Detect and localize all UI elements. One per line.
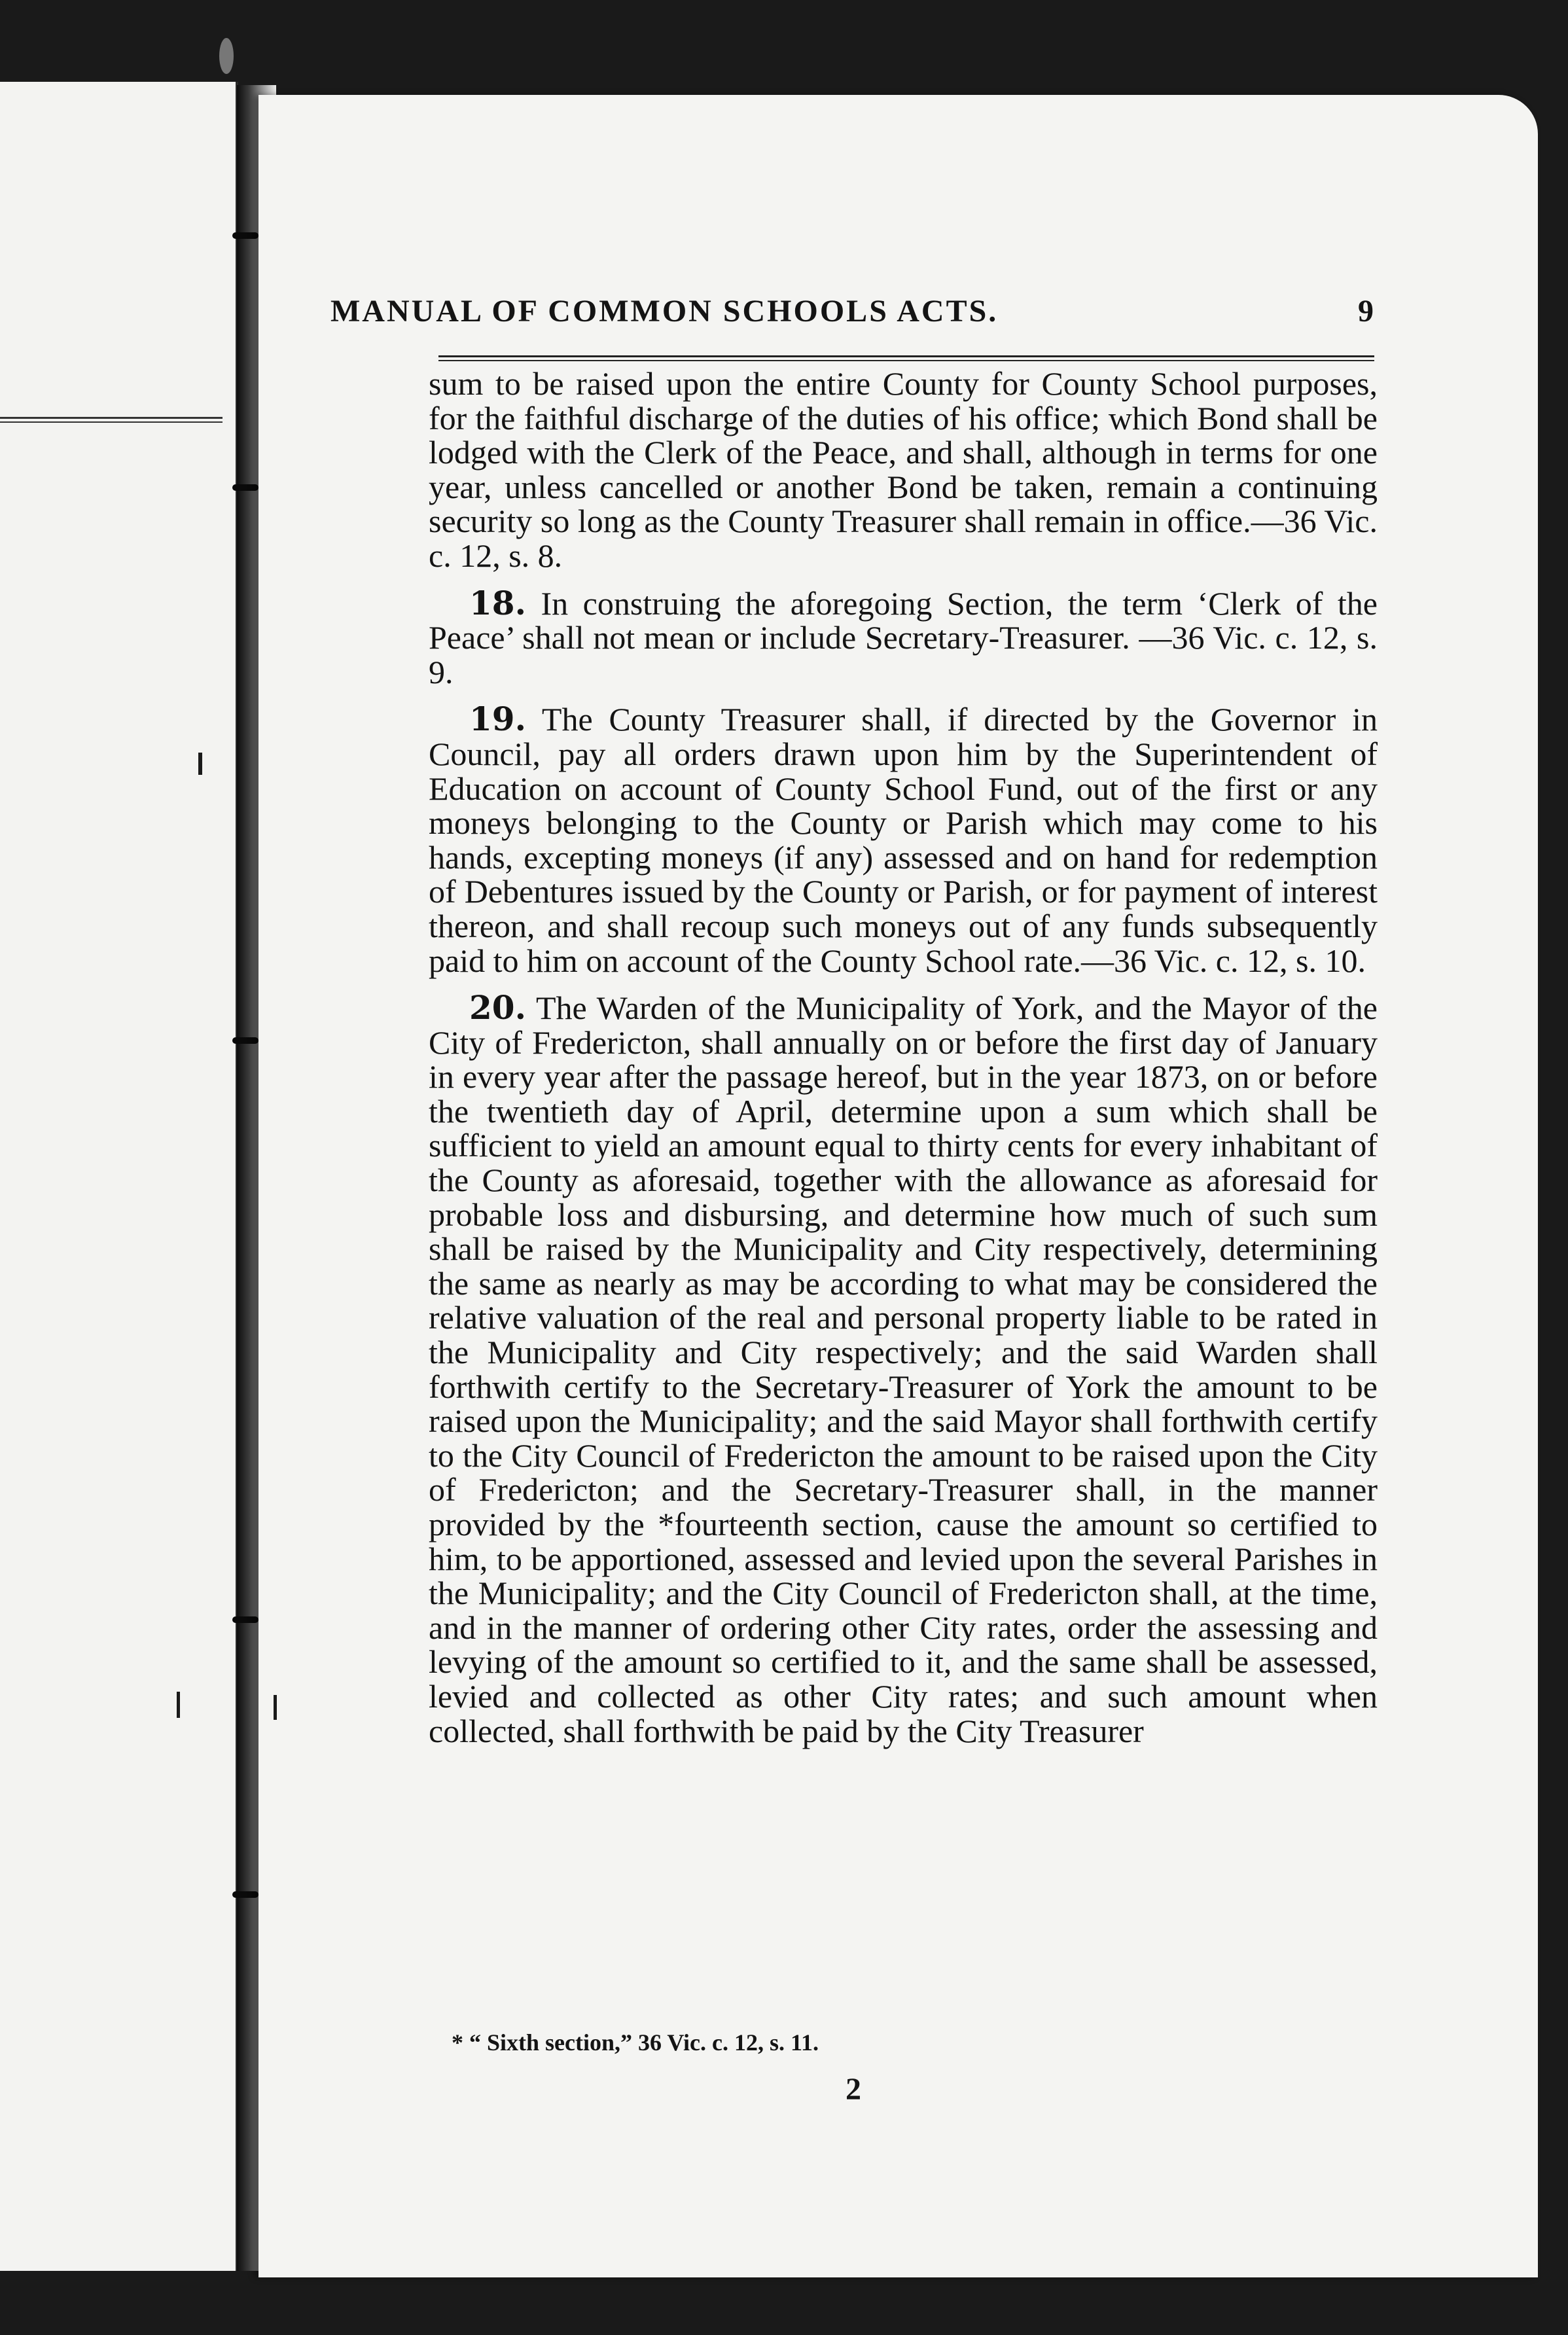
page-body <box>429 366 1378 1748</box>
section-18 <box>429 583 1378 690</box>
paragraph-text: sum to be raised upon the entire County for County School purposes, for the faithful discharge of the duties of his office; which Bond shall be lodged with the Clerk of the Peace, and shall, although in terms for one year, unless cancelled or another Bond be taken, remain a continuing security so long as the County Treasurer shall remain in office.—36 Vic. c. 12, s. 8. <box>429 365 1378 574</box>
page-number: 9 <box>1358 294 1376 329</box>
paragraph-continued <box>429 366 1378 573</box>
section-number: 20. <box>469 988 526 1027</box>
signature-mark: 2 <box>846 2072 861 2107</box>
scan-artifact <box>219 38 234 74</box>
section-number: 19. <box>469 700 526 739</box>
paragraph-text: The County Treasurer shall, if directed by the Governor in Council, pay all orders drawn upon him by the Superintendent of Education on account of County School Fund, out of the first or any moneys belonging to the County or Parish which may come to his hands, excepting moneys (if any) assessed and on hand for redemption of Debentures issued by the County or Parish, or for payment of interest thereon, and shall recoup such moneys out of any funds subsequently paid to him on account of the County School rate.—36 Vic. c. 12, s. 10. <box>429 701 1378 979</box>
footnote: * “ Sixth section,” 36 Vic. c. 12, s. 11. <box>452 2029 819 2056</box>
binding-thread <box>232 232 258 239</box>
section-19 <box>429 702 1378 978</box>
paragraph-text: The Warden of the Municipality of York, and the Mayor of the City of Fredericton, shall annually on or before the first day of January in every year after the passage hereof, but in the year 1873, on or before the twentieth day of April, determine upon a sum which shall be sufficient to yield an amount equal to thirty cents for every inhabitant of the County as aforesaid, together with the allowance as aforesaid for probable loss and disbursing, and determine how much of such sum shall be raised by the Municipality and City respectively, determining the same as nearly as may be according to what may be considered the relative valuation of the real and personal property liable to be rated in the Municipality and City respectively; and the said Warden shall forthwith certify to the Secretary-Treasurer of York the amount to be raised upon the Municipality; and the said Mayor shall forthwith certify to the City Council of Fredericton the amount to be raised upon the City of Fredericton; and the Secretary-Treasurer shall, in the manner provided by the *fourteenth section, cause the amount so certified to him, to be apportioned, assessed and levied upon the several Parishes in the Municipality; and the City Council of Fredericton shall, at the time, and in the manner of ordering other City rates, order the assessing and levying of the amount so certified to it, and the same shall be assessed, levied and collected as other City rates; and such amount when collected, shall forthwith be paid by the City Treasurer <box>429 989 1378 1749</box>
binding-thread <box>232 1037 258 1044</box>
scan-artifact <box>274 1695 277 1720</box>
binding-thread <box>232 1616 258 1623</box>
section-number: 18. <box>469 583 526 622</box>
binding-thread <box>232 484 258 491</box>
section-20 <box>429 988 1378 1749</box>
previous-page-edge <box>0 82 238 2271</box>
scan-artifact <box>177 1692 180 1718</box>
running-head-title: MANUAL OF COMMON SCHOOLS ACTS. <box>330 294 999 329</box>
binding-thread <box>232 1891 258 1898</box>
paragraph-text: In construing the aforegoing Section, the term ‘Clerk of the Peace’ shall not mean or include Secretary-Treasurer. —36 Vic. c. 12, s. 9. <box>429 584 1378 690</box>
header-double-rule <box>438 355 1374 361</box>
scan-artifact <box>198 753 202 775</box>
